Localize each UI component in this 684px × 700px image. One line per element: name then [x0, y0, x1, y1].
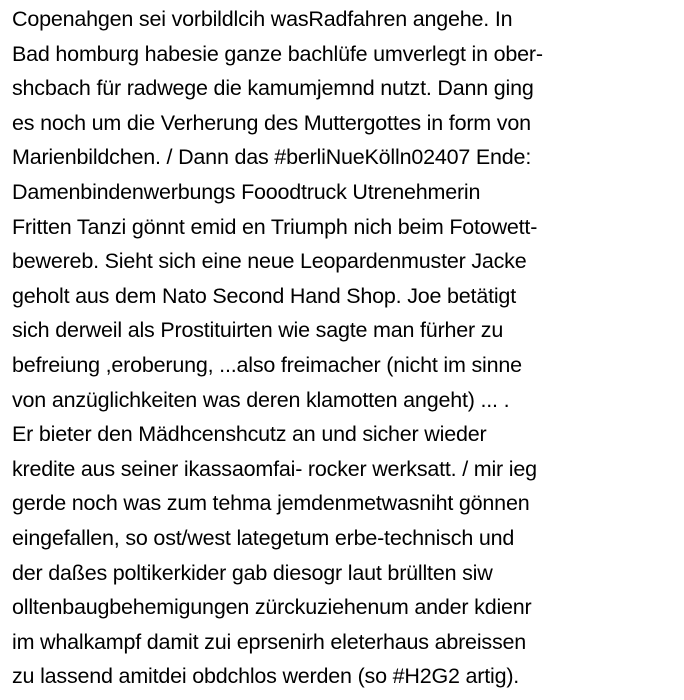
document-text-block: [12, 2, 680, 694]
text-line: Bad homburg habesie ganze bachlüfe umverlegt in ober-: [12, 41, 543, 66]
text-line: eingefallen, so ost/west lategetum erbe-technisch und: [12, 525, 515, 550]
text-line: es noch um die Verherung des Muttergottes in form von: [12, 110, 531, 135]
text-line: Fritten Tanzi gönnt emid en Triumph nich beim Fotowett-: [12, 214, 538, 239]
text-line: von anzüglichkeiten was deren klamotten angeht) ... .: [12, 387, 510, 412]
text-line: Damenbindenwerbungs Fooodtruck Utrenehmerin: [12, 179, 481, 204]
text-line: olltenbaugbehemigungen zürckuziehenum ander kdienr: [12, 595, 532, 620]
text-line: der daßes poltikerkider gab diesogr laut brüllten siw: [12, 560, 493, 585]
text-line: zu lassend amitdei obdchlos werden (so #H2G2 artig).: [12, 664, 520, 689]
text-line: shcbach für radwege die kamumjemnd nutzt. Dann ging: [12, 76, 534, 101]
text-line: Er bieter den Mädhcenshcutz an und sicher wieder: [12, 422, 487, 447]
text-line: geholt aus dem Nato Second Hand Shop. Joe betätigt: [12, 283, 516, 308]
text-line: befreiung ,eroberung, ...also freimacher (nicht im sinne: [12, 352, 522, 377]
text-line: gerde noch was zum tehma jemdenmetwasniht gönnen: [12, 491, 530, 516]
text-line: im whalkampf damit zui eprsenirh eleterhaus abreissen: [12, 629, 527, 654]
text-line: kredite aus seiner ikassaomfai- rocker werksatt. / mir ieg: [12, 456, 537, 481]
text-line: sich derweil als Prostituirten wie sagte man fürher zu: [12, 318, 504, 343]
text-line: Marienbildchen. / Dann das #berliNueKölln02407 Ende:: [12, 145, 532, 170]
text-line: Copenahgen sei vorbildlcih wasRadfahren angehe. In: [12, 7, 513, 31]
text-line: bewereb. Sieht sich eine neue Leopardenmuster Jacke: [12, 249, 527, 274]
